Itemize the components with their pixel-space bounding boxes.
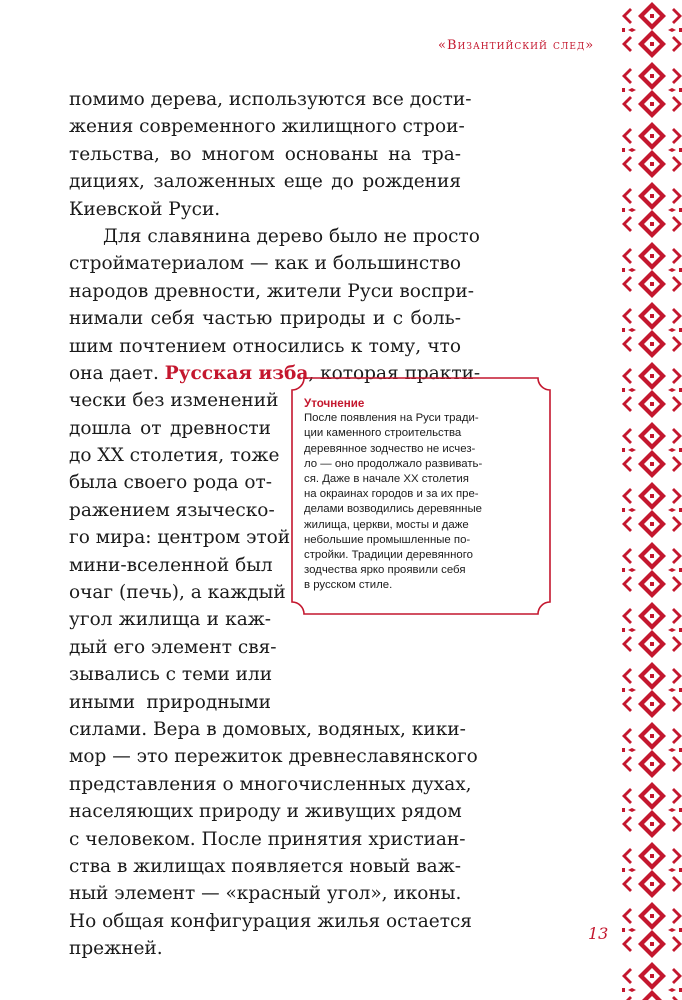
text-line: населяющих природу и живущих рядом — [69, 801, 462, 823]
sidebar-line: ло — оно продолжало развивать- — [304, 457, 483, 470]
text-fragment: она дает. — [69, 362, 165, 384]
text-line: угол жилища и каж- — [69, 609, 271, 631]
sidebar-line: жилища, церкви, мосты и даже — [304, 518, 469, 531]
text-line: жения современного жилищного строи- — [69, 116, 465, 138]
narrow-column — [69, 387, 291, 716]
text-line: иными природными — [69, 691, 271, 713]
text-line: до XX столетия, тоже — [69, 445, 280, 467]
sidebar-line: деревянное зодчество не исчез- — [304, 442, 476, 455]
text-line: го мира: центром этой — [69, 527, 291, 549]
text-fragment: , которая практи- — [308, 362, 481, 384]
text-line: нимали себя частью природы и с боль- — [69, 308, 461, 330]
running-title: «Византийский след» — [438, 38, 595, 53]
text-line: прежней. — [69, 938, 163, 960]
text-line: Киевской Руси. — [69, 198, 221, 220]
text-line: дошла от древности — [69, 417, 271, 439]
text-line: ражением языческо- — [69, 499, 275, 521]
text-line: помимо дерева, используются все дости- — [69, 89, 472, 110]
text-line: зывались с теми или — [69, 664, 273, 686]
text-line: мини-вселенной был — [69, 554, 273, 576]
text-line: Но общая конфигурация жилья остается — [69, 910, 472, 932]
paragraph-start: Для славянина дерево было не просто — [103, 225, 480, 247]
sidebar-title: Уточнение — [304, 397, 365, 410]
page-number: 13 — [588, 924, 609, 943]
text-line: ства в жилищах появляется новый важ- — [69, 855, 461, 877]
text-line: дициях, заложенных еще до рождения — [69, 171, 461, 193]
text-line: была своего рода от- — [69, 472, 273, 494]
sidebar-line: на окраинах городов и за их пре- — [304, 488, 479, 501]
text-line: чески без изменений — [69, 390, 279, 412]
text-line: ный элемент — «красный угол», иконы. — [69, 883, 462, 905]
text-line: представления о многочисленных духах, — [69, 773, 472, 795]
sidebar-line: небольшие промышленные по- — [304, 533, 471, 546]
sidebar-line: стройки. Традиции деревянного — [304, 549, 473, 562]
text-line: мор — это пережиток древнеславянского — [69, 746, 478, 768]
text-line: стройматериалом — как и большинство — [69, 253, 461, 275]
text-line: народов древности, жители Руси воспри- — [69, 280, 474, 302]
text-line: силами. Вера в домовых, водяных, кики- — [69, 718, 466, 740]
sidebar-line: зодчества ярко проявили себя — [304, 564, 466, 577]
highlight-term: Русская изба — [164, 362, 309, 384]
ornament-border-icon — [622, 0, 682, 1000]
sidebar-line: После появления на Руси тради- — [304, 412, 479, 425]
text-line: с человеком. После принятия христиан- — [69, 828, 466, 850]
sidebar-line: ции каменного строительства — [304, 427, 462, 440]
text-line: тельства, во многом основаны на тра- — [69, 143, 461, 165]
sidebar-line: ся. Даже в начале XX столетия — [304, 473, 469, 486]
text-line: дый его элемент свя- — [69, 636, 277, 658]
sidebar-line: делами возводились деревянные — [304, 503, 482, 516]
text-line: шим почтением относились к тому, что — [69, 335, 461, 357]
text-line: очаг (печь), а каждый — [69, 582, 286, 604]
sidebar-note — [290, 376, 552, 616]
sidebar-line: в русском стиле. — [304, 579, 393, 592]
sidebar-content — [304, 396, 538, 594]
